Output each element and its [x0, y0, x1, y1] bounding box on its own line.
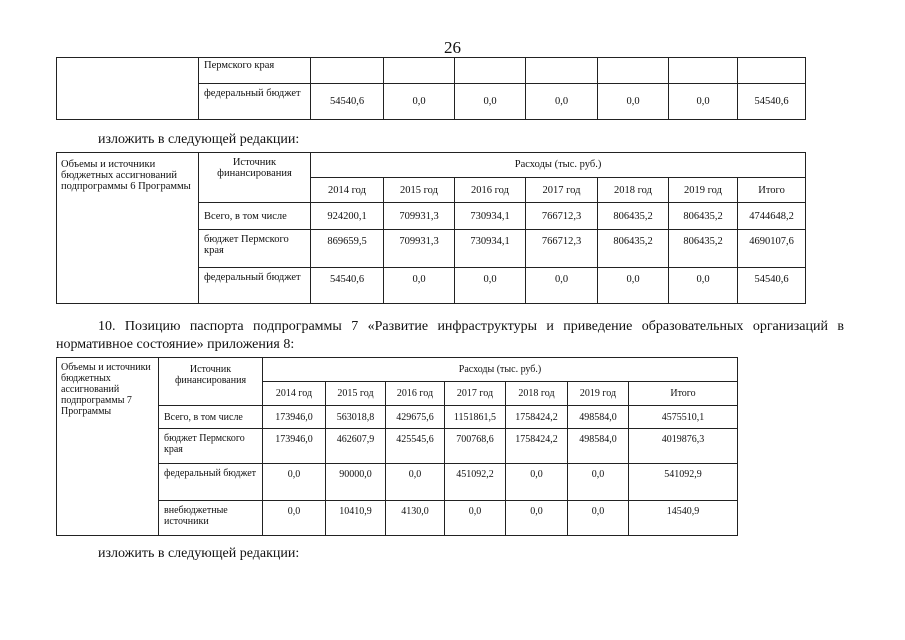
value-cell: 1758424,2	[506, 406, 568, 429]
year-header: 2014 год	[311, 178, 384, 203]
table-subprogram-7	[56, 357, 738, 536]
value-cell: 806435,2	[598, 230, 669, 268]
total-header: Итого	[629, 382, 738, 406]
paragraph-subprogram-7-heading: 10. Позицию паспорта подпрограммы 7 «Развитие инфраструктуры и приведение образовательных организаций в нормативное состояние» приложения 8:	[56, 319, 844, 352]
paragraph-edit-instruction: изложить в следующей редакции:	[98, 132, 300, 147]
year-header: 2014 год	[263, 382, 326, 406]
value-cell: 10410,9	[326, 501, 386, 536]
source-cell: федеральный бюджет	[199, 268, 311, 304]
source-cell: внебюджетные источники	[159, 501, 263, 536]
source-cell: бюджет Пермского края	[159, 429, 263, 464]
year-header: 2016 год	[455, 178, 526, 203]
source-header: Источник финансирования	[199, 153, 311, 203]
value-cell: 730934,1	[455, 203, 526, 230]
value-cell: 806435,2	[669, 230, 738, 268]
value-cell: 730934,1	[455, 230, 526, 268]
value-cell: 0,0	[455, 268, 526, 304]
value-cell: 54540,6	[738, 84, 806, 120]
total-header: Итого	[738, 178, 806, 203]
value-cell: 173946,0	[263, 406, 326, 429]
value-cell: 869659,5	[311, 230, 384, 268]
paragraph-edit-instruction-2: изложить в следующей редакции:	[98, 546, 300, 561]
value-cell: 425545,6	[386, 429, 445, 464]
table-subprogram-6	[56, 152, 806, 304]
source-cell: федеральный бюджет	[159, 464, 263, 501]
value-cell: 0,0	[526, 268, 598, 304]
page-number: 26	[444, 38, 461, 57]
value-cell: 0,0	[506, 501, 568, 536]
value-cell: 1151861,5	[445, 406, 506, 429]
year-header: 2015 год	[384, 178, 455, 203]
value-cell: 0,0	[506, 464, 568, 501]
value-cell: 806435,2	[669, 203, 738, 230]
table-continuation	[56, 57, 806, 120]
value-cell: 0,0	[598, 268, 669, 304]
value-cell: 4130,0	[386, 501, 445, 536]
year-header: 2019 год	[568, 382, 629, 406]
value-cell: 498584,0	[568, 406, 629, 429]
value-cell: 54540,6	[311, 84, 384, 120]
value-cell: 54540,6	[738, 268, 806, 304]
value-cell: 0,0	[669, 84, 738, 120]
value-cell: 806435,2	[598, 203, 669, 230]
year-header: 2015 год	[326, 382, 386, 406]
value-cell: 541092,9	[629, 464, 738, 501]
value-cell: 90000,0	[326, 464, 386, 501]
value-cell: 0,0	[598, 84, 669, 120]
value-cell: 4690107,6	[738, 230, 806, 268]
value-cell: 766712,3	[526, 203, 598, 230]
value-cell: 14540,9	[629, 501, 738, 536]
source-cell: Всего, в том числе	[159, 406, 263, 429]
value-cell: 0,0	[263, 464, 326, 501]
value-cell: 924200,1	[311, 203, 384, 230]
source-cell: федеральный бюджет	[199, 84, 311, 120]
value-cell: 709931,3	[384, 203, 455, 230]
value-cell: 451092,2	[445, 464, 506, 501]
year-header: 2019 год	[669, 178, 738, 203]
expenses-header: Расходы (тыс. руб.)	[263, 358, 738, 382]
value-cell: 0,0	[263, 501, 326, 536]
subprogram-label: Объемы и источники бюджетных ассигнований подпрограммы 6 Программы	[57, 153, 199, 304]
value-cell: 0,0	[455, 84, 526, 120]
source-cell: Пермского края	[199, 58, 311, 84]
source-header: Источник финансирования	[159, 358, 263, 406]
value-cell: 4019876,3	[629, 429, 738, 464]
year-header: 2018 год	[598, 178, 669, 203]
value-cell: 4744648,2	[738, 203, 806, 230]
value-cell: 0,0	[384, 84, 455, 120]
empty-label-cell	[57, 58, 199, 120]
value-cell: 0,0	[384, 268, 455, 304]
value-cell: 173946,0	[263, 429, 326, 464]
value-cell: 429675,6	[386, 406, 445, 429]
value-cell: 498584,0	[568, 429, 629, 464]
value-cell: 0,0	[445, 501, 506, 536]
value-cell: 709931,3	[384, 230, 455, 268]
source-cell: Всего, в том числе	[199, 203, 311, 230]
value-cell: 766712,3	[526, 230, 598, 268]
year-header: 2017 год	[526, 178, 598, 203]
value-cell: 0,0	[568, 464, 629, 501]
value-cell: 54540,6	[311, 268, 384, 304]
year-header: 2017 год	[445, 382, 506, 406]
value-cell: 0,0	[386, 464, 445, 501]
value-cell: 1758424,2	[506, 429, 568, 464]
value-cell: 0,0	[526, 84, 598, 120]
value-cell: 4575510,1	[629, 406, 738, 429]
value-cell: 0,0	[669, 268, 738, 304]
value-cell: 700768,6	[445, 429, 506, 464]
year-header: 2016 год	[386, 382, 445, 406]
value-cell: 462607,9	[326, 429, 386, 464]
source-cell: бюджет Пермского края	[199, 230, 311, 268]
expenses-header: Расходы (тыс. руб.)	[311, 153, 806, 178]
value-cell: 0,0	[568, 501, 629, 536]
value-cell: 563018,8	[326, 406, 386, 429]
year-header: 2018 год	[506, 382, 568, 406]
subprogram-label: Объемы и источники бюджетных ассигнований подпрограммы 7 Программы	[57, 358, 159, 536]
